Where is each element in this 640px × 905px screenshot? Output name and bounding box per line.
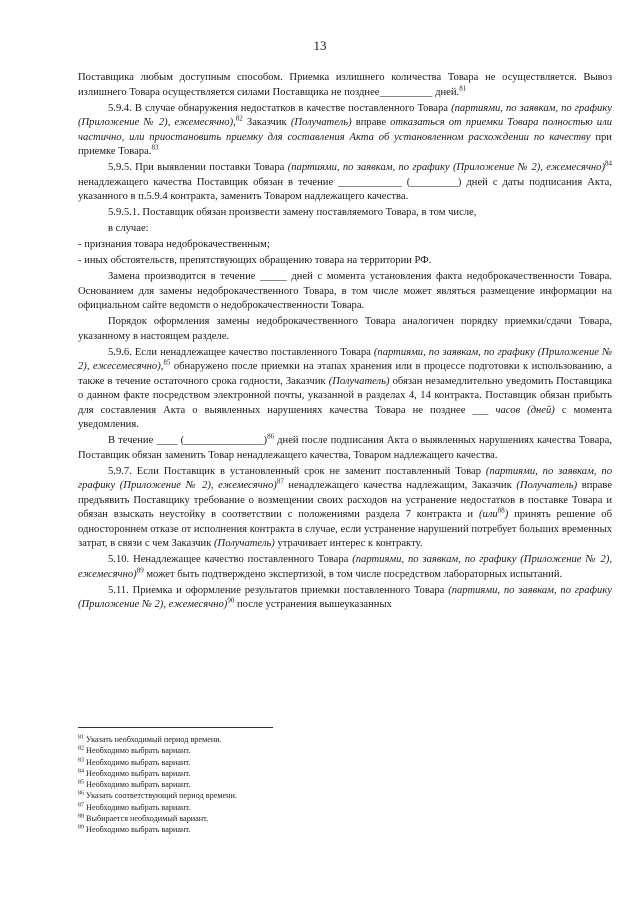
footnote-number: 86	[78, 790, 84, 797]
text: после устранения вышеуказанных	[234, 599, 392, 610]
text: обязан незамедлительно уведомить Поставщика о данном факте посредством электронной почты, указанной в разделах 4, 14 контракта. Поставщик обязан прибыть для составления Акта о выявленных нарушениях качества Товара не позднее ___	[78, 375, 612, 416]
text: вправе	[351, 117, 391, 128]
footnote	[78, 824, 612, 835]
document-body	[78, 71, 612, 614]
paragraph-continuation	[78, 71, 612, 100]
text-italic: (партиями, по заявкам, по графику (Приложение № 2), ежемесячно)	[78, 465, 612, 491]
text: 5.9.5. При выявлении поставки Товара	[108, 162, 288, 173]
text-italic: часов (дней)	[495, 404, 555, 416]
footnote-ref: 81	[459, 83, 467, 92]
text: 5.9.4. В случае обнаружения недостатков в качестве поставленного Товара	[108, 102, 452, 114]
footnote	[78, 790, 612, 801]
footnote-text: Необходимо выбрать вариант.	[86, 802, 191, 812]
text: с момента уведомления.	[78, 404, 612, 430]
paragraph-5-9-5-1: 5.9.5.1. Поставщик обязан произвести замену поставляемого Товара, в том числе,	[108, 207, 477, 218]
footnote-text: Выбирается необходимый вариант.	[86, 814, 209, 824]
text: 5.9.7. Если Поставщик в установленный срок не заменит поставленный Товар	[108, 465, 486, 477]
footnote-number: 88	[78, 813, 84, 820]
text: 5.9.6. Если ненадлежащее качество поставленного Товара	[108, 346, 374, 358]
footnote	[78, 768, 612, 779]
footnote-divider	[78, 727, 273, 728]
text: В течение ____ (_______________)	[108, 435, 268, 446]
list-item: - признания товара недоброкачественным;	[78, 239, 270, 250]
footnote-number: 82	[78, 745, 84, 752]
footnote	[78, 757, 612, 768]
paragraph-procedure: Порядок оформления замены недоброкачественного Товара аналогичен порядку приемки/сдачи Товара, указанному в настоящем разделе.	[78, 316, 612, 342]
footnote-text: Необходимо выбрать вариант.	[86, 825, 191, 835]
footnote-text: Необходимо выбрать вариант.	[86, 768, 191, 778]
footnote-text: Указать соответствующий период времени.	[86, 791, 237, 801]
footnote-text: Необходимо выбрать вариант.	[86, 746, 191, 756]
footnotes	[78, 734, 612, 836]
footnote-ref: 89	[136, 565, 144, 574]
footnote-text: Необходимо выбрать вариант.	[86, 757, 191, 767]
text: утрачивает интерес к контракту.	[274, 538, 423, 549]
footnote-text: Необходимо выбрать вариант.	[86, 780, 191, 790]
text: ненадлежащего качества Поставщик обязан в течение ____________ (_________) дней с даты подписания Акта, указанного в п.5.9.4 контракта, заменить Товаром надлежащего качества.	[78, 176, 612, 202]
paragraph-5-11	[78, 584, 612, 613]
text: Поставщика любым доступным способом. Приемка излишнего количества Товара не осуществляется. Вывоз излишнего Товара осуществляется силами Поставщика не позднее__________ дней.	[78, 72, 612, 98]
text-italic: (Получатель)	[328, 375, 390, 387]
text-italic: (партиями, по заявкам, по графику (Приложение № 2), ежесемесячно),	[78, 346, 613, 372]
footnote	[78, 734, 612, 745]
paragraph-5-10	[78, 553, 612, 582]
text-italic: (Получатель)	[214, 538, 275, 549]
footnote-ref: 88	[497, 506, 505, 515]
text: принять решение об одностороннем отказе от исполнения контракта в случае, если устранение нарушений потребует больших временных затрат, в связи с чем Заказчик	[78, 509, 612, 549]
text: 5.10. Ненадлежащее качество поставленного Товара	[108, 554, 353, 565]
paragraph-5-9-5	[78, 161, 612, 205]
paragraph-replacement-term	[78, 434, 612, 463]
text-italic: (партиями, по заявкам, по графику (Приложение № 2), ежемесячно)	[78, 584, 612, 610]
text-italic: (партиями, по заявкам, по графику (Приложение № 2), ежемесячно),	[78, 102, 612, 128]
paragraph-case: в случае:	[108, 223, 149, 234]
text-italic: (партиями, по заявкам, по графику (Приложение № 2), ежемесячно)	[78, 554, 612, 580]
footnote-ref: 87	[276, 477, 284, 486]
text: Заказчик	[242, 117, 291, 128]
footnote-number: 87	[78, 802, 84, 809]
paragraph-replacement: Замена производится в течение _____ дней с момента установления факта недоброкачественности Товара. Основанием для замены недоброкачественного Товара, в том числе может являться размещение информации на официальном сайте ведомств о недоброкачественности Товара.	[78, 271, 612, 311]
paragraph-5-9-7	[78, 465, 612, 552]
footnote-ref: 90	[227, 596, 235, 605]
footnote-number: 89	[78, 824, 84, 831]
footnote	[78, 745, 612, 756]
text: 5.11. Приемка и оформление результатов приемки поставленного Товара	[108, 584, 449, 596]
text: ненадлежащего качества надлежащим, Заказчик	[283, 480, 517, 491]
footnote	[78, 802, 612, 813]
paragraph-5-9-6	[78, 346, 612, 433]
footnote	[78, 813, 612, 824]
text: дней после подписания Акта о выявленных нарушениях качества Товара, Поставщик обязан заменить Товар ненадлежащего качества, Товаром надлежащего качества.	[78, 435, 612, 461]
text: вправе предъявить Поставщику требование о возмещении своих расходов на устранение недостатков в поставке Товара и обязан взыскать неустойку в соответствии с положениями раздела 7 контракта и	[78, 480, 613, 520]
footnote-number: 81	[78, 734, 84, 741]
paragraph-5-9-4	[78, 102, 612, 160]
footnote-ref: 82	[235, 114, 243, 123]
footnote-ref: 86	[267, 432, 275, 441]
text-italic: (или	[478, 509, 498, 520]
footnote-number: 83	[78, 756, 84, 763]
footnote-ref: 85	[163, 358, 171, 367]
footnote-ref: 83	[151, 143, 159, 152]
footnote-number: 85	[78, 779, 84, 786]
text: при приемке Товара.	[78, 131, 612, 157]
text: обнаружено после приемки на этапах хранения или в процессе подготовки к использованию, а также в течение остаточного срока годности, Заказчик	[78, 361, 612, 387]
text-italic: )	[504, 509, 509, 520]
text-italic: (партиями, по заявкам, по графику (Приложение № 2), ежемесячно)	[287, 162, 605, 173]
footnote-number: 84	[78, 768, 84, 775]
text-italic: отказаться от приемки Товара полностью или частично, или приостановить приемку для составления Акта об установленном расхождении по качеству	[78, 117, 613, 143]
footnote-text: Указать необходимый период времени.	[86, 735, 222, 744]
text-italic: (Получатель)	[516, 480, 578, 491]
footnote	[78, 779, 612, 790]
text: может быть подтверждено экспертизой, в том числе посредством лабораторных испытаний.	[143, 568, 563, 580]
page-number: 13	[313, 38, 327, 53]
list-item: - иных обстоятельств, препятствующих обращению товара на территории РФ.	[78, 255, 432, 266]
text-italic: (Получатель)	[290, 117, 352, 128]
footnote-ref: 84	[605, 159, 612, 168]
